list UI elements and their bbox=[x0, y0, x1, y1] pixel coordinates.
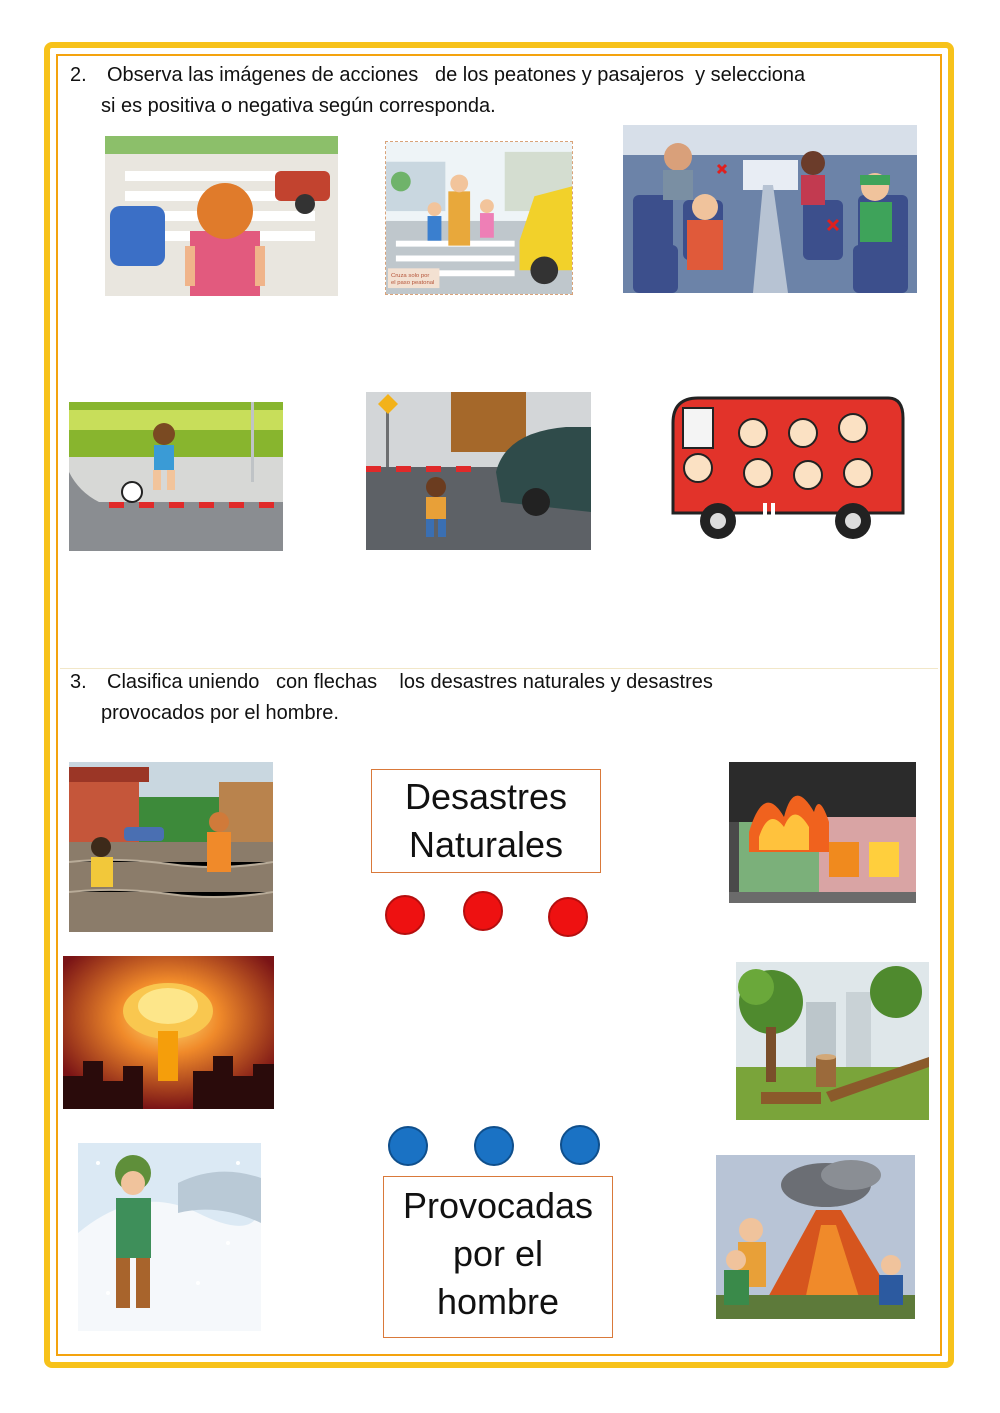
volcano-eruption-image[interactable] bbox=[716, 1155, 915, 1319]
box-human-line-1: Provocadas bbox=[402, 1185, 594, 1226]
deforestation-image[interactable] bbox=[736, 962, 929, 1120]
question-2-line-2: si es positiva o negativa según corresponda. bbox=[101, 95, 496, 117]
question-2-number: 2. bbox=[70, 64, 87, 86]
flood-image[interactable] bbox=[69, 762, 273, 932]
question-3-line-2: provocados por el hombre. bbox=[101, 702, 339, 724]
human-connector-dot-3[interactable] bbox=[560, 1125, 600, 1165]
natural-connector-dot-2[interactable] bbox=[463, 891, 503, 931]
natural-connector-dot-3[interactable] bbox=[548, 897, 588, 937]
box-natural-disasters bbox=[371, 769, 601, 873]
natural-connector-dot-1[interactable] bbox=[385, 895, 425, 935]
bus-passengers-image[interactable] bbox=[623, 125, 917, 293]
human-connector-dot-2[interactable] bbox=[474, 1126, 514, 1166]
snowstorm-image[interactable] bbox=[78, 1143, 261, 1331]
kids-waving-from-bus-image[interactable] bbox=[663, 393, 913, 548]
box-human-caused bbox=[383, 1176, 613, 1338]
family-crossing-zebra-image[interactable] bbox=[385, 141, 573, 295]
box-human-line-3: hombre bbox=[436, 1281, 560, 1322]
question-3-number: 3. bbox=[70, 671, 87, 693]
boy-running-behind-car-image[interactable] bbox=[366, 392, 591, 550]
question-2-line-1: Observa las imágenes de acciones de los peatones y pasajeros y selecciona bbox=[107, 64, 806, 86]
boy-playing-ball-street-image[interactable] bbox=[69, 402, 283, 551]
house-fire-image[interactable] bbox=[729, 762, 916, 903]
box-human-line-2: por el bbox=[452, 1233, 544, 1274]
question-3-instructions bbox=[70, 667, 940, 729]
nuclear-explosion-image[interactable] bbox=[63, 956, 274, 1109]
human-connector-dot-1[interactable] bbox=[388, 1126, 428, 1166]
question-3-line-1: Clasifica uniendo con flechas los desastres naturales y desastres bbox=[107, 671, 713, 693]
crosswalk-sign-text: Cruza solo por el paso peatonal bbox=[390, 273, 435, 287]
box-natural-line-1: Desastres bbox=[404, 776, 568, 817]
child-crossing-crosswalk-image[interactable] bbox=[105, 136, 338, 296]
question-2-instructions bbox=[70, 60, 940, 122]
box-natural-line-2: Naturales bbox=[408, 824, 564, 865]
